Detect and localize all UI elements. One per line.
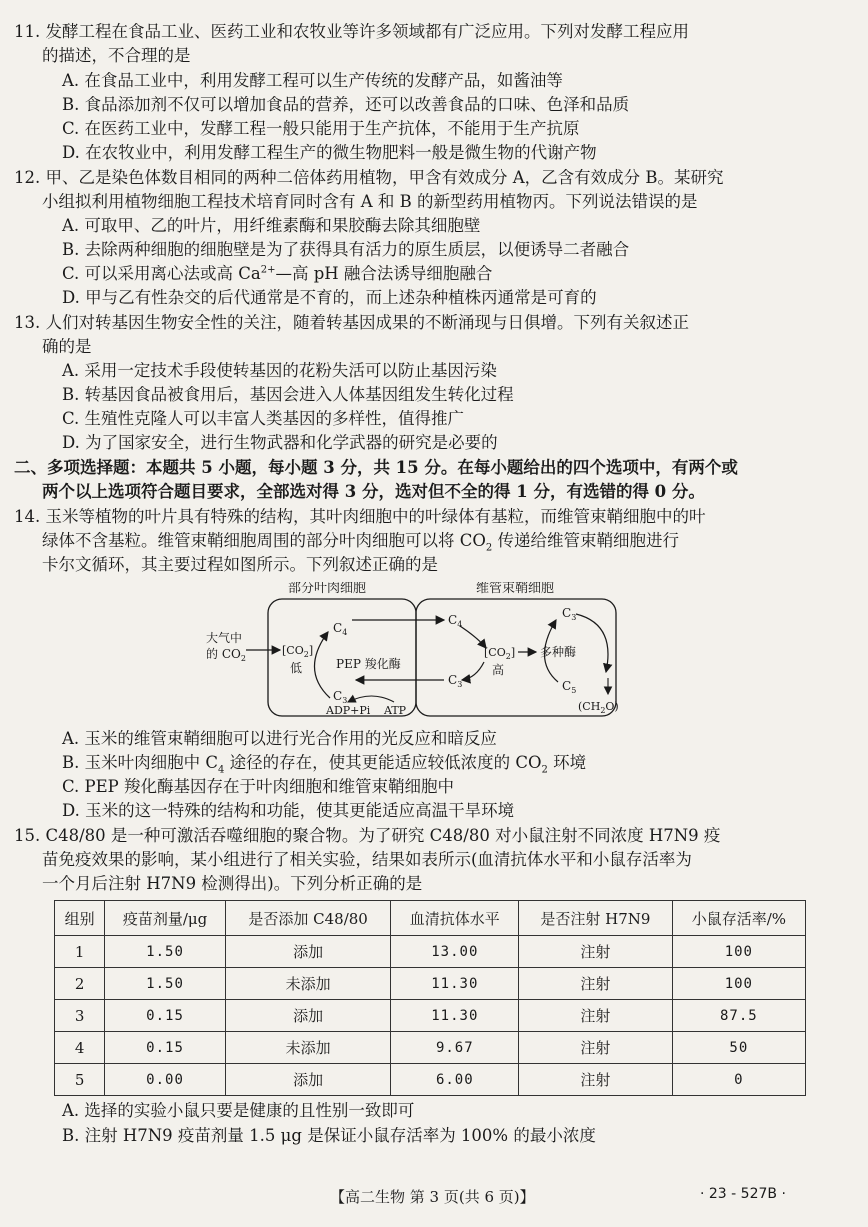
table-cell: 6.00 <box>391 1064 519 1096</box>
calvin-cycle-arc-right <box>576 614 608 672</box>
table-cell: 注射 <box>519 1000 673 1032</box>
table-cell: 11.30 <box>391 1000 519 1032</box>
q14-option-c: C. PEP 羧化酶基因存在于叶肉细胞和维管束鞘细胞中 <box>62 777 455 796</box>
table-cell: 注射 <box>519 968 673 1000</box>
q11-stem-line1: 11. 发酵工程在食品工业、医药工业和农牧业等许多领域都有广泛应用。下列对发酵工程应用 <box>14 22 689 41</box>
table-cell: 0.15 <box>105 1000 225 1032</box>
atp-arrow <box>348 696 394 702</box>
atmosphere-co2-label: 的 $CO_2$ <box>206 647 246 663</box>
q11-option-b: B. 食品添加剂不仅可以增加食品的营养，还可以改善食品的口味、色泽和品质 <box>62 95 630 114</box>
atmosphere-label: 大气中 <box>206 631 243 645</box>
q11-option-c: C. 在医药工业中，发酵工程一般只能用于生产抗体，不能用于生产抗原 <box>62 119 580 138</box>
table-cell: 3 <box>55 1000 105 1032</box>
q15-stem-line1: 15. C48/80 是一种可激活吞噬细胞的聚合物。为了研究 C48/80 对小鼠注射不同浓度 H7N9 疫 <box>14 826 721 845</box>
q13-option-c: C. 生殖性克隆人可以丰富人类基因的多样性，值得推广 <box>62 409 465 428</box>
ch2o-label: $(CH_2O)$ <box>578 700 619 715</box>
table-cell: 0.15 <box>105 1032 225 1064</box>
table-header-row <box>55 901 806 936</box>
mesophyll-cell-label: 部分叶肉细胞 <box>288 582 367 596</box>
vaccine-results-table <box>54 900 806 1096</box>
c4-to-c3-arrow <box>462 662 484 680</box>
table-cell: 注射 <box>519 1032 673 1064</box>
table-cell: 0 <box>672 1064 805 1096</box>
q14-option-d: D. 玉米的这一特殊的结构和功能，使其更能适应高温干旱环境 <box>62 801 515 820</box>
table-cell: 注射 <box>519 1064 673 1096</box>
table-header-cell: 小鼠存活率/% <box>672 901 805 936</box>
table-header-cell: 是否添加 C48/80 <box>225 901 391 936</box>
q12-stem-line1: 12. 甲、乙是染色体数目相同的两种二倍体药用植物，甲含有效成分 A，乙含有效成分 B。某研究 <box>14 168 724 187</box>
table-cell: 100 <box>672 936 805 968</box>
section2-heading-line1: 二、多项选择题：本题共 5 小题，每小题 3 分，共 15 分。在每小题给出的四个选项中，有两个或 <box>14 458 738 477</box>
table-row <box>55 1064 806 1096</box>
table-cell: 2 <box>55 968 105 1000</box>
bundle-sheath-cell-label: 维管束鞘细胞 <box>476 582 555 596</box>
table-cell: 添加 <box>225 936 391 968</box>
table-header-cell: 血清抗体水平 <box>391 901 519 936</box>
q15-option-a: A. 选择的实验小鼠只要是健康的且性别一致即可 <box>62 1101 415 1120</box>
q14-stem-line1: 14. 玉米等植物的叶片具有特殊的结构，其叶肉细胞中的叶绿体有基粒，而维管束鞘细胞中的叶 <box>14 507 706 526</box>
q13-stem-line1: 13. 人们对转基因生物安全性的关注，随着转基因成果的不断涌现与日俱增。下列有关叙述正 <box>14 313 689 332</box>
table-row <box>55 968 806 1000</box>
q13-option-d: D. 为了国家安全，进行生物武器和化学武器的研究是必要的 <box>62 433 498 452</box>
q15-stem-line3: 一个月后注射 H7N9 检测得出)。下列分析正确的是 <box>42 874 423 893</box>
c3-left-label: $C_3$ <box>333 689 348 705</box>
table-cell: 100 <box>672 968 805 1000</box>
table-cell: 未添加 <box>225 968 391 1000</box>
table-header-cell: 是否注射 H7N9 <box>519 901 673 936</box>
table-cell: 13.00 <box>391 936 519 968</box>
co2-high-text: 高 <box>492 663 505 677</box>
table-cell: 添加 <box>225 1000 391 1032</box>
table-cell: 未添加 <box>225 1032 391 1064</box>
q12-option-a: A. 可取甲、乙的叶片，用纤维素酶和果胶酶去除其细胞壁 <box>62 216 481 235</box>
table-cell: 1 <box>55 936 105 968</box>
q14-option-b: B. 玉米叶肉细胞中 $C_4$ 途径的存在，使其更能适应较低浓度的 $CO_2$ 环境 <box>62 753 587 776</box>
c4-left-label: $C_4$ <box>333 621 348 637</box>
pep-carboxylase-label: PEP 羧化酶 <box>336 657 401 671</box>
q11-option-d: D. 在农牧业中，利用发酵工程生产的微生物肥料一般是微生物的代谢产物 <box>62 143 597 162</box>
table-cell: 1.50 <box>105 968 225 1000</box>
table-cell: 11.30 <box>391 968 519 1000</box>
section2-heading-line2: 两个以上选项符合题目要求，全部选对得 3 分，选对但不全的得 1 分，有选错的得 0 分。 <box>42 482 705 501</box>
table-cell: 87.5 <box>672 1000 805 1032</box>
q13-option-a: A. 采用一定技术手段使转基因的花粉失活可以防止基因污染 <box>62 361 497 380</box>
table-cell: 9.67 <box>391 1032 519 1064</box>
table-cell: 1.50 <box>105 936 225 968</box>
table-cell: 5 <box>55 1064 105 1096</box>
q12-option-c: C. 可以采用离心法或高 $Ca^{2+}—$高 pH 融合法诱导细胞融合 <box>62 264 493 283</box>
atp-label: ATP <box>384 704 407 717</box>
table-cell: 0.00 <box>105 1064 225 1096</box>
q14-stem-line2: 绿体不含基粒。维管束鞘细胞周围的部分叶肉细胞可以将 $CO_2$ 传递给维管束鞘细胞进行 <box>42 531 680 554</box>
table-row <box>55 1000 806 1032</box>
c4-pathway-diagram <box>196 582 676 718</box>
co2-low-label: $[CO_2]$ <box>282 644 314 659</box>
q14-stem-line3: 卡尔文循环，其主要过程如图所示。下列叙述正确的是 <box>42 555 438 574</box>
table-header-cell: 疫苗剂量/μg <box>105 901 225 936</box>
q13-option-b: B. 转基因食品被食用后，基因会进入人体基因组发生转化过程 <box>62 385 514 404</box>
table-row <box>55 936 806 968</box>
q11-option-a: A. 在食品工业中，利用发酵工程可以生产传统的发酵产品，如酱油等 <box>62 71 563 90</box>
cycle-c5-label: $C_5$ <box>562 679 577 695</box>
q11-stem-line2: 的描述，不合理的是 <box>42 46 191 65</box>
table-row <box>55 1032 806 1064</box>
table-cell: 添加 <box>225 1064 391 1096</box>
table-cell: 50 <box>672 1032 805 1064</box>
c3-right-label: $C_3$ <box>448 673 463 689</box>
c4-right-label: $C_4$ <box>448 613 463 629</box>
q12-option-b: B. 去除两种细胞的细胞壁是为了获得具有活力的原生质层，以便诱导二者融合 <box>62 240 630 259</box>
q15-stem-line2: 苗免疫效果的影响，某小组进行了相关实验，结果如表所示(血清抗体水平和小鼠存活率为 <box>42 850 692 869</box>
paper-code: · 23 - 527B · <box>700 1186 786 1202</box>
co2-low-text: 低 <box>290 661 303 675</box>
bundle-sheath-cell-box <box>416 599 616 716</box>
table-cell: 4 <box>55 1032 105 1064</box>
q12-option-d: D. 甲与乙有性杂交的后代通常是不育的，而上述杂种植株丙通常是可育的 <box>62 288 597 307</box>
c3-to-c4-arrow <box>314 632 330 698</box>
cycle-c3-label: $C_3$ <box>562 606 577 622</box>
q12-stem-line2: 小组拟利用植物细胞工程技术培育同时含有 A 和 B 的新型药用植物丙。下列说法错误的是 <box>42 192 698 211</box>
co2-high-label: $[CO_2]$ <box>484 646 516 661</box>
table-cell: 注射 <box>519 936 673 968</box>
q14-option-a: A. 玉米的维管束鞘细胞可以进行光合作用的光反应和暗反应 <box>62 729 497 748</box>
q15-option-b: B. 注射 H7N9 疫苗剂量 1.5 μg 是保证小鼠存活率为 100% 的最小浓度 <box>62 1126 596 1145</box>
adp-pi-label: ADP+Pi <box>326 704 371 717</box>
table-header-cell: 组别 <box>55 901 105 936</box>
enzymes-label: 多种酶 <box>540 645 577 659</box>
page-footer: 【高二生物 第 3 页(共 6 页)】 <box>330 1188 535 1206</box>
c4-decarboxylate-arrow <box>460 626 486 648</box>
q13-stem-line2: 确的是 <box>42 337 92 356</box>
